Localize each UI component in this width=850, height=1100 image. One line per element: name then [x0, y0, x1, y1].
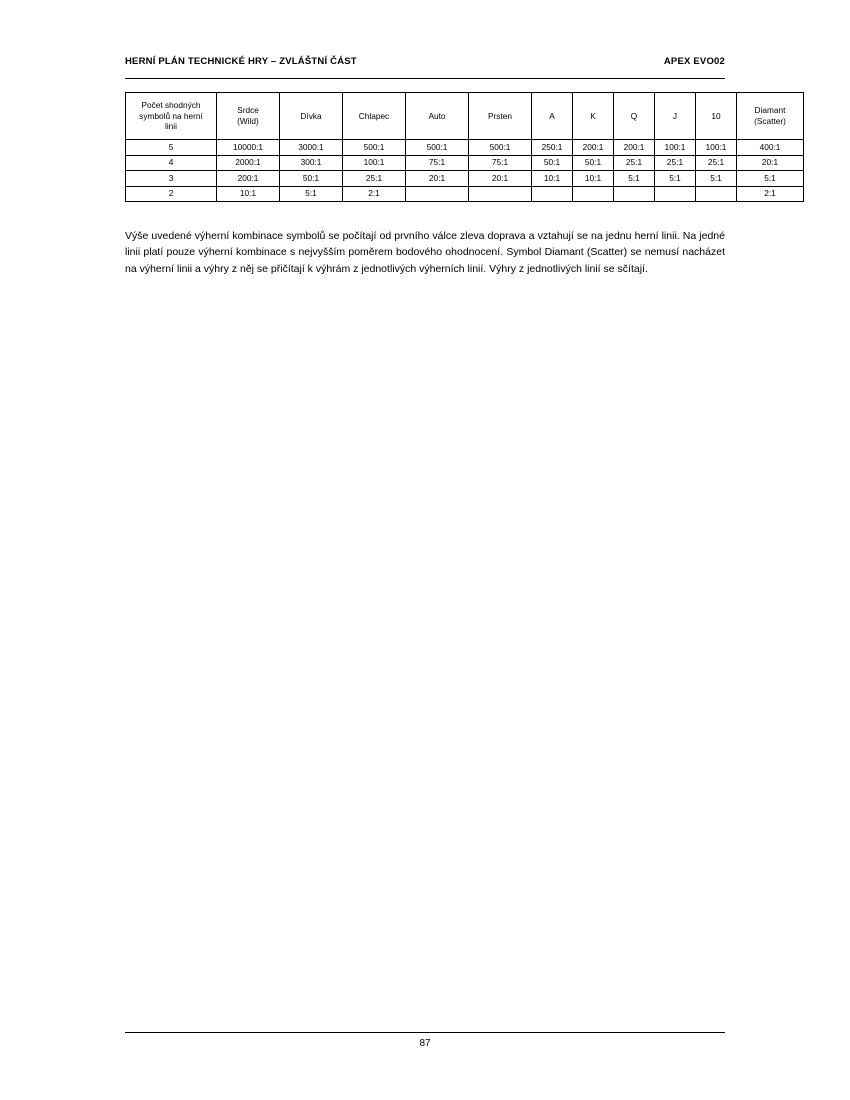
column-header-10: [696, 93, 737, 140]
cell: 20:1: [737, 155, 804, 171]
column-header-line: Q: [630, 110, 638, 121]
cell: 200:1: [573, 140, 614, 156]
table-row: [126, 186, 804, 202]
cell: 10:1: [532, 171, 573, 187]
column-header-line: (Scatter): [754, 116, 786, 126]
column-header-line: linii: [165, 121, 177, 132]
cell: 5:1: [655, 171, 696, 187]
paytable-container: [125, 92, 786, 202]
table-row: [126, 155, 804, 171]
cell: 250:1: [532, 140, 573, 156]
cell: 2000:1: [217, 155, 280, 171]
column-header-line: Prsten: [488, 110, 512, 121]
cell: 20:1: [406, 171, 469, 187]
cell: 25:1: [696, 155, 737, 171]
header-right-title: APEX EVO02: [663, 56, 725, 67]
column-header-count: [126, 93, 217, 140]
cell: 50:1: [532, 155, 573, 171]
cell: 500:1: [469, 140, 532, 156]
column-header-chlapec: [343, 93, 406, 140]
cell: 2: [126, 186, 217, 202]
page-header: [125, 56, 725, 67]
column-header-auto: [406, 93, 469, 140]
cell: 200:1: [614, 140, 655, 156]
cell: [469, 186, 532, 202]
column-header-a: [532, 93, 573, 140]
cell: 10000:1: [217, 140, 280, 156]
cell: 4: [126, 155, 217, 171]
cell: 25:1: [655, 155, 696, 171]
cell: 2:1: [343, 186, 406, 202]
cell: [406, 186, 469, 202]
cell: 5:1: [614, 171, 655, 187]
column-header-line: Počet shodných: [141, 100, 201, 111]
cell: 5:1: [280, 186, 343, 202]
cell: 200:1: [217, 171, 280, 187]
cell: 25:1: [343, 171, 406, 187]
cell: [696, 186, 737, 202]
column-header-line: (Wild): [237, 116, 259, 126]
column-header-line: Dívka: [300, 110, 322, 121]
column-header-line: Chlapec: [358, 110, 390, 121]
cell: 500:1: [343, 140, 406, 156]
cell: 25:1: [614, 155, 655, 171]
column-header-line: K: [590, 110, 596, 121]
column-header-line: Auto: [428, 110, 446, 121]
cell: 2:1: [737, 186, 804, 202]
cell: 50:1: [573, 155, 614, 171]
cell: 3000:1: [280, 140, 343, 156]
cell: 5:1: [737, 171, 804, 187]
column-header-line: symbolů na herní: [139, 110, 203, 121]
column-header-prsten: [469, 93, 532, 140]
cell: 5:1: [696, 171, 737, 187]
cell: 100:1: [343, 155, 406, 171]
table-row: [126, 140, 804, 156]
column-header-j: [655, 93, 696, 140]
cell: 300:1: [280, 155, 343, 171]
column-header-line: Srdce: [237, 105, 259, 116]
body-paragraph: Výše uvedené výherní kombinace symbolů se počítají od prvního válce zleva doprava a vztahují se na jednu herní linii. Na jedné linii platí pouze výherní kombinace s nejvyšším poměrem bodového ohodnocení. Symbol Diamant (Scatter) se nemusí nacházet na výherní linii a výhry z něj se přičítají k výhrám z jednotlivých výherních linií. Výhry z jednotlivých linií se sčítají.: [125, 230, 725, 275]
column-header-line: Diamant: [754, 105, 786, 116]
cell: 50:1: [280, 171, 343, 187]
cell: 100:1: [655, 140, 696, 156]
column-header-q: [614, 93, 655, 140]
cell: [655, 186, 696, 202]
cell: [614, 186, 655, 202]
cell: [532, 186, 573, 202]
header-divider: [125, 78, 725, 79]
table-row: [126, 171, 804, 187]
paytable-head: [126, 93, 804, 140]
cell: 100:1: [696, 140, 737, 156]
cell: 500:1: [406, 140, 469, 156]
column-header-diamant: [737, 93, 804, 140]
paytable-body: [126, 140, 804, 202]
column-header-k: [573, 93, 614, 140]
column-header-line: A: [549, 110, 555, 121]
cell: 5: [126, 140, 217, 156]
cell: 10:1: [573, 171, 614, 187]
header-left-title: HERNÍ PLÁN TECHNICKÉ HRY – ZVLÁŠTNÍ ČÁST: [125, 56, 357, 67]
column-header-srdce: [217, 93, 280, 140]
cell: 400:1: [737, 140, 804, 156]
column-header-line: 10: [711, 110, 721, 121]
cell: 75:1: [469, 155, 532, 171]
paytable: [125, 92, 804, 202]
table-header-row: [126, 93, 804, 140]
footer-divider: [125, 1032, 725, 1033]
cell: 10:1: [217, 186, 280, 202]
column-header-line: J: [672, 110, 678, 121]
cell: 3: [126, 171, 217, 187]
column-header-divka: [280, 93, 343, 140]
cell: [573, 186, 614, 202]
cell: 75:1: [406, 155, 469, 171]
page-number: 87: [419, 1038, 431, 1049]
cell: 20:1: [469, 171, 532, 187]
